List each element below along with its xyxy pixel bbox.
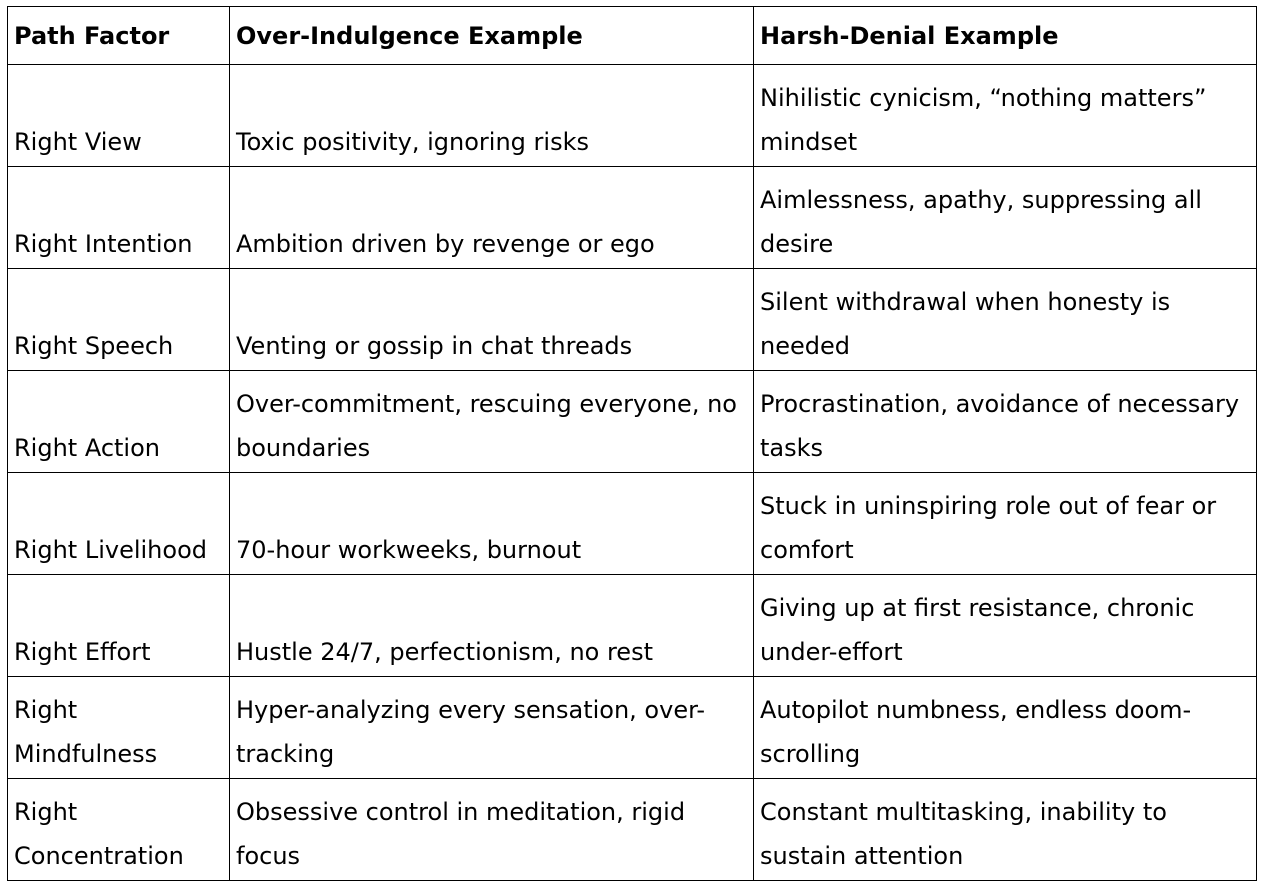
over-indulgence-cell: Hyper-analyzing every sensation, over-tracking: [230, 677, 754, 779]
path-factor-cell: Right Intention: [8, 167, 230, 269]
table-row: [8, 575, 1257, 677]
path-factor-cell: Right Effort: [8, 575, 230, 677]
path-factor-cell: Right View: [8, 65, 230, 167]
over-indulgence-cell: Hustle 24/7, perfectionism, no rest: [230, 575, 754, 677]
table-row: [8, 779, 1257, 881]
path-factor-table: [7, 6, 1257, 881]
over-indulgence-cell: Obsessive control in meditation, rigid focus: [230, 779, 754, 881]
harsh-denial-cell: Giving up at first resistance, chronic under-effort: [754, 575, 1257, 677]
table-row: [8, 473, 1257, 575]
over-indulgence-cell: Over-commitment, rescuing everyone, no boundaries: [230, 371, 754, 473]
table-row: [8, 65, 1257, 167]
table-header-row: [8, 7, 1257, 65]
header-harsh-denial: Harsh-Denial Example: [754, 7, 1257, 65]
table-row: [8, 677, 1257, 779]
harsh-denial-cell: Silent withdrawal when honesty is needed: [754, 269, 1257, 371]
path-factor-cell: Right Speech: [8, 269, 230, 371]
table-row: [8, 371, 1257, 473]
over-indulgence-cell: Toxic positivity, ignoring risks: [230, 65, 754, 167]
path-factor-cell: Right Livelihood: [8, 473, 230, 575]
path-factor-cell: Right Mindfulness: [8, 677, 230, 779]
over-indulgence-cell: Ambition driven by revenge or ego: [230, 167, 754, 269]
path-factor-cell: Right Concentration: [8, 779, 230, 881]
path-factor-cell: Right Action: [8, 371, 230, 473]
table-row: [8, 167, 1257, 269]
harsh-denial-cell: Nihilistic cynicism, “nothing matters” mindset: [754, 65, 1257, 167]
header-over-indulgence: Over-Indulgence Example: [230, 7, 754, 65]
header-path-factor: Path Factor: [8, 7, 230, 65]
harsh-denial-cell: Autopilot numbness, endless doom-scrolling: [754, 677, 1257, 779]
over-indulgence-cell: 70-hour workweeks, burnout: [230, 473, 754, 575]
harsh-denial-cell: Stuck in uninspiring role out of fear or comfort: [754, 473, 1257, 575]
harsh-denial-cell: Procrastination, avoidance of necessary tasks: [754, 371, 1257, 473]
table-row: [8, 269, 1257, 371]
harsh-denial-cell: Aimlessness, apathy, suppressing all desire: [754, 167, 1257, 269]
over-indulgence-cell: Venting or gossip in chat threads: [230, 269, 754, 371]
harsh-denial-cell: Constant multitasking, inability to sustain attention: [754, 779, 1257, 881]
